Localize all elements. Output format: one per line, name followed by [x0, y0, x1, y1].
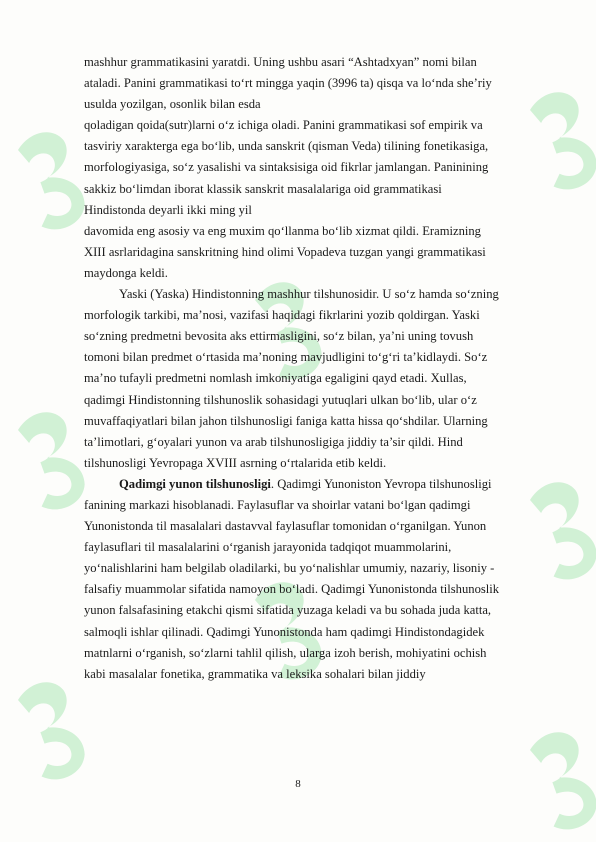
page-number: 8: [295, 778, 301, 790]
text-line: so‘zning predmetni bevosita aks ettirmasligini, so‘z bilan, ya’ni uning tovush: [84, 329, 474, 344]
text-line: matnlarni o‘rganish, so‘zlarni tahlil qilish, ularga izoh berish, mohiyatini ochish: [84, 645, 487, 660]
text-line: davomida eng asosiy va eng muxim qo‘llanma bo‘lib xizmat qildi. Eramizning: [84, 223, 481, 238]
watermark-logo: [11, 676, 92, 785]
text-line: ma’no tufayli predmetni nomlash imkoniyatiga egaligini qayd etadi. Xullas,: [84, 371, 467, 386]
text-line: tasviriy xarakterga ega bo‘lib, unda sanskrit (qisman Veda) tilining fonetikasiga,: [84, 139, 489, 154]
text-line: ataladi. Panini grammatikasi to‘rt mingga yaqin (3996 ta) qisqa va lo‘nda she’riy: [84, 76, 492, 91]
text-line: tomoni bilan predmet o‘rtasida ma’noning mavjudligini to‘g‘ri ta’kidlaydi. So‘z: [84, 350, 488, 365]
text-line: yo‘nalishlarini ham belgilab oladilarki, bu yo‘nalishlar umumiy, nazariy, lisoniy -: [84, 561, 495, 576]
text-line: Yaski (Yaska) Hindistonning mashhur tilshunosidir. U so‘z hamda so‘zning: [119, 287, 499, 302]
text-line: mashhur grammatikasini yaratdi. Uning ushbu asari “Ashtadxyan” nomi bilan: [84, 55, 477, 69]
text-line: tilshunosligi Yevropaga XVIII asrning o‘rtalarida etib keldi.: [84, 455, 387, 470]
text-line: Hindistonda deyarli ikki ming yil: [84, 202, 252, 217]
section-heading: Qadimgi yunon tilshunosligi: [119, 476, 271, 491]
text-line: sakkiz bo‘limdan iborat klassik sanskrit masalalariga oid grammatikasi: [84, 181, 442, 196]
section-heading-line: [84, 474, 564, 495]
text-line: maydonga keldi.: [84, 265, 168, 280]
watermark-logo: [11, 126, 92, 235]
text-line-rest: . Qadimgi Yunoniston Yevropa tilshunosligi: [270, 476, 492, 491]
watermark-logo: [11, 406, 92, 515]
text-line: fanining markazi hisoblanadi. Faylasuflar va shoirlar vatani bo‘lgan qadimgi: [84, 497, 471, 512]
text-line: ta’limotlari, g‘oyalari yunon va arab tilshunosligiga jiddiy ta’sir qildi. Hind: [84, 434, 463, 449]
text-line: morfologiyasiga, so‘z yasalishi va sintaksisiga oid fikrlar jamlangan. Paninining: [84, 160, 489, 175]
text-line: usulda yozilgan, osonlik bilan esda: [84, 97, 261, 112]
text-line: faylasuflari til masalalarini o‘rganish jarayonida tadqiqot muammolarini,: [84, 540, 452, 555]
text-line: XIII asrlaridagina sanskritning hind olimi Vopadeva tuzgan yangi grammatikasi: [84, 244, 486, 259]
text-line: yunon falsafasining etakchi qismi sifatida yuzaga keladi va bu sohada juda katta,: [84, 603, 492, 618]
text-line: morfologik tarkibi, ma’nosi, vazifasi haqidagi fikrlarini yozib qoldirgan. Yaski: [84, 308, 480, 323]
text-line: muvaffaqiyatlari bilan jahon tilshunosligi faniga katta hissa qo‘shdilar. Ularning: [84, 413, 488, 428]
text-line: kabi masalalar fonetika, grammatika va leksika sohalari bilan jiddiy: [84, 666, 426, 681]
text-line: qoladigan qoida(sutr)larni o‘z ichiga oladi. Panini grammatikasi sof empirik va: [84, 118, 483, 133]
text-line: Yunonistonda til masalalari dastavval faylasuflar tomonidan o‘rganilgan. Yunon: [84, 519, 487, 534]
text-line: salmoqli ishlar qilinadi. Qadimgi Yunonistonda ham qadimgi Hindistondagidek: [84, 624, 485, 639]
text-line: falsafiy muammolar sifatida namoyon bo‘ladi. Qadimgi Yunonistonda tilshunoslik: [84, 582, 500, 597]
text-line: qadimgi Hindistonning tilshunoslik sohasidagi yutuqlari ulkan bo‘lib, ular o‘z: [84, 392, 477, 407]
body-text: [84, 52, 564, 685]
